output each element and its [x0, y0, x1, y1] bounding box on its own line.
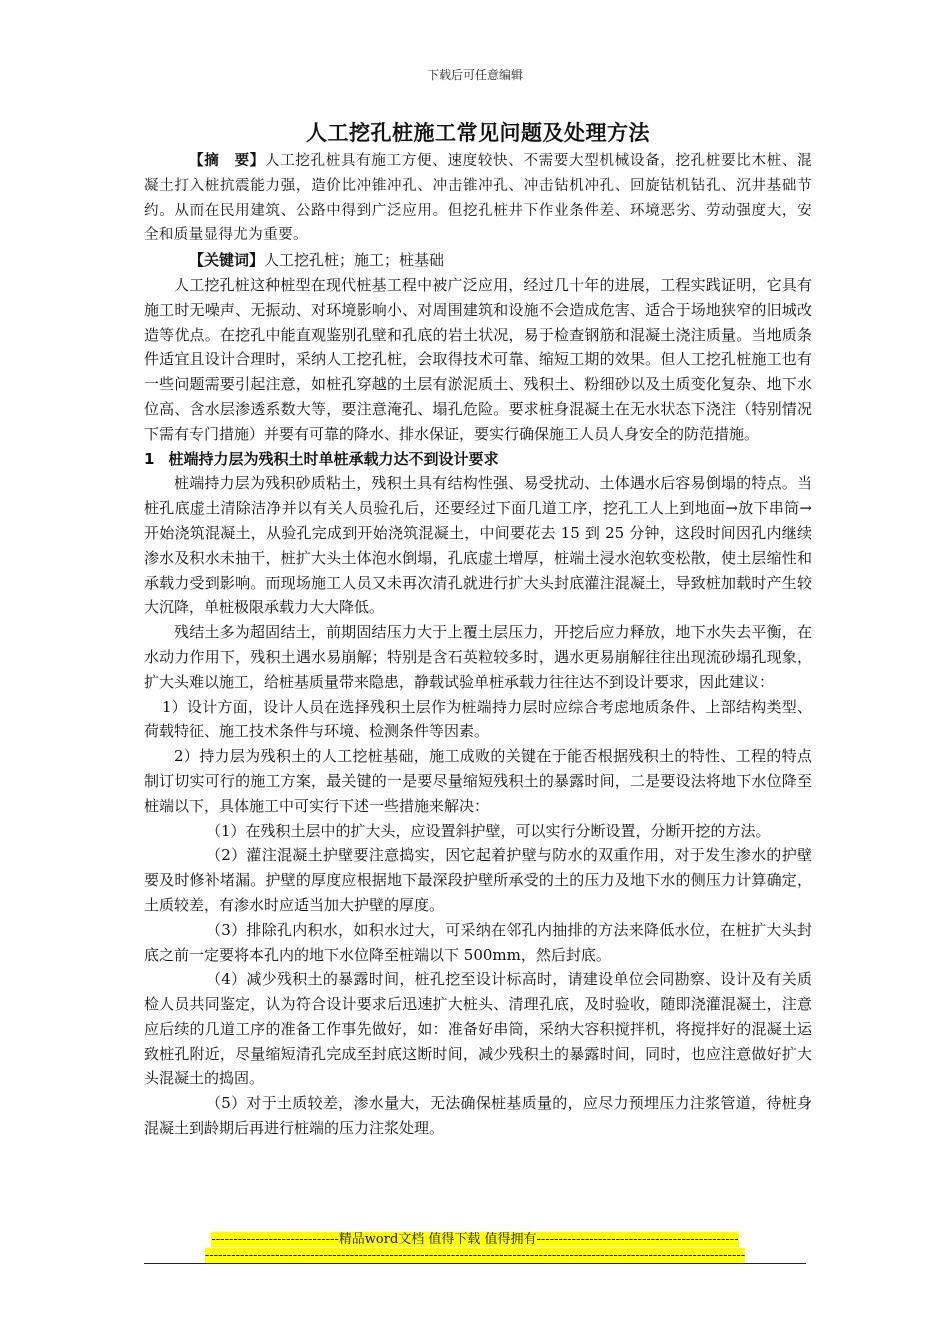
intro-paragraph: 人工挖孔桩这种桩型在现代桩基工程中被广泛应用，经过几十年的进展，工程实践证明，它具有施工时无噪声、无振动、对环境影响小、对周围建筑和设施不会造成危害、适合于场地狭窄的旧城改造等优点。在挖孔中能直观鉴别孔壁和孔底的岩土状况，易于检查钢筋和混凝土浇注质量。当地质条件适宜且设计合理时，采纳人工挖孔桩，会取得技术可靠、缩短工期的效果。但人工挖孔桩施工也有一些问题需要引起注意，如桩孔穿越的土层有淤泥质土、残积土、粉细砂以及土质变化复杂、地下水位高、含水层渗透系数大等，要注意淹孔、塌孔危险。要求桩身混凝土在无水状态下浇注（特别情况下需有专门措施）并要有可靠的降水、排水保证，要实行确保施工人员人身安全的防范措施。 — [144, 275, 812, 443]
list-item-2: 2）持力层为残积土的人工挖桩基础，施工成败的关键在于能否根据残积土的特性、工程的特点制订切实可行的施工方案，最关键的一是要尽量缩短残积土的暴露时间，二是要设法将地下水位降至桩端以下，具体施工中可实行下述一些措施来解决： — [144, 747, 812, 815]
list-item-1: 1）设计方面，设计人员在选择残积土层作为桩端持力层时应综合考虑地质条件、上部结构类型、荷载特征、施工技术条件与环境、检测条件等因素。 — [144, 697, 812, 741]
paragraph-1: 桩端持力层为残积砂质粘土，残积土具有结构性强、易受扰动、土体遇水后容易倒塌的特点。当桩孔底虚土清除洁净并以有关人员验孔后，还要经过下面几道工序，挖孔工人上到地面→放下串筒→开始浇筑混凝土，从验孔完成到开始浇筑混凝土，中间要花去 15 到 25 分钟，这段时间因孔内继续渗水及积水未抽干，桩扩大头土体泡水倒塌，孔底虚土增厚，桩端土浸水泡软变松散，使土层缩性和承载力受到影响。而现场施工人员又未再次清孔就进行扩大头封底灌注混凝土，导致桩加载时产生较大沉降，单桩极限承载力大大降低。 — [144, 474, 812, 617]
keywords-paragraph — [144, 248, 812, 273]
paragraph-2: 残结土多为超固结土，前期固结压力大于上覆土层压力，开挖后应力释放，地下水失去平衡，在水动力作用下，残积土遇水易崩解；特别是含石英粒较多时，遇水更易崩解往往出现流砂塌孔现象，扩大头难以施工，给桩基质量带来隐患，静载试验单桩承载力往往达不到设计要求，因此建议： — [144, 623, 812, 691]
footer-line-2 — [0, 1244, 950, 1264]
section-number: 1 — [144, 449, 155, 468]
page-header: 下载后可任意编辑 — [426, 68, 523, 82]
sub-item-4: （4）减少残积土的暴露时间，桩孔挖至设计标高时，请建设单位会同勘察、设计及有关质检人员共同鉴定，认为符合设计要求后迅速扩大桩头、清理孔底，及时验收，随即浇灌混凝土，注意应后续的几道工序的准备工作事先做好，如：准备好串筒，采纳大容积搅拌机，将搅拌好的混凝土运致桩孔附近，尽量缩短清孔完成至封底这断时间，减少残积土的暴露时间，同时，也应注意做好扩大头混凝土的捣固。 — [144, 970, 812, 1088]
document-title: 人工挖孔桩施工常见问题及处理方法 — [306, 120, 650, 145]
abstract-label: 【摘 要】 — [189, 152, 266, 169]
footer-banner: -----------------------------精品word文档 值得下载 值得拥有---------------------------------------------- — [211, 1232, 739, 1247]
sub-item-2: （2）灌注混凝土护壁要注意捣实，因它起着护壁与防水的双重作用，对于发生渗水的护壁要及时修补堵漏。护壁的厚度应根据地下最深段护壁所承受的土的压力及地下水的侧压力计算确定，土质较差，有渗水时应适当加大护壁的厚度。 — [144, 846, 812, 914]
abstract-paragraph — [144, 149, 812, 248]
keywords-label: 【关键词】 — [189, 251, 265, 270]
document-body — [144, 118, 812, 1141]
sub-item-5: （5）对于土质较差，渗水量大，无法确保桩基质量的，应尽力预埋压力注浆管道，待桩身混凝土到龄期后再进行桩端的压力注浆处理。 — [144, 1094, 812, 1138]
abstract-text: 人工挖孔桩具有施工方便、速度较快、不需要大型机械设备，挖孔桩要比木桩、混凝土打入桩抗震能力强，造价比冲锥冲孔、冲击锥冲孔、冲击钻机冲孔、回旋钻机钻孔、沉井基础节约。从而在民用建筑、公路中得到广泛应用。但挖孔桩井下作业条件差、环境恶劣、劳动强度大，安全和质量显得尤为重要。 — [144, 153, 812, 244]
section-title: 桩端持力层为残积土时单桩承载力达不到设计要求 — [168, 449, 499, 468]
keywords-text: 人工挖孔桩；施工；桩基础 — [264, 251, 445, 270]
section-heading-1 — [144, 447, 812, 472]
sub-item-1: （1）在残积土层中的扩大头，应设置斜护壁，可以实行分断设置，分断开挖的方法。 — [206, 821, 771, 840]
sub-item-3: （3）排除孔内积水，如积水过大，可采纳在邻孔内抽排的方法来降低水位，在桩扩大头封底之前一定要将本孔内的地下水位降至桩端以下 500mm，然后封底。 — [144, 920, 812, 964]
footer-rule — [144, 1263, 806, 1264]
footer-dashes: --------------------------------------------------------------------------------------------------------------------------- — [204, 1248, 746, 1263]
